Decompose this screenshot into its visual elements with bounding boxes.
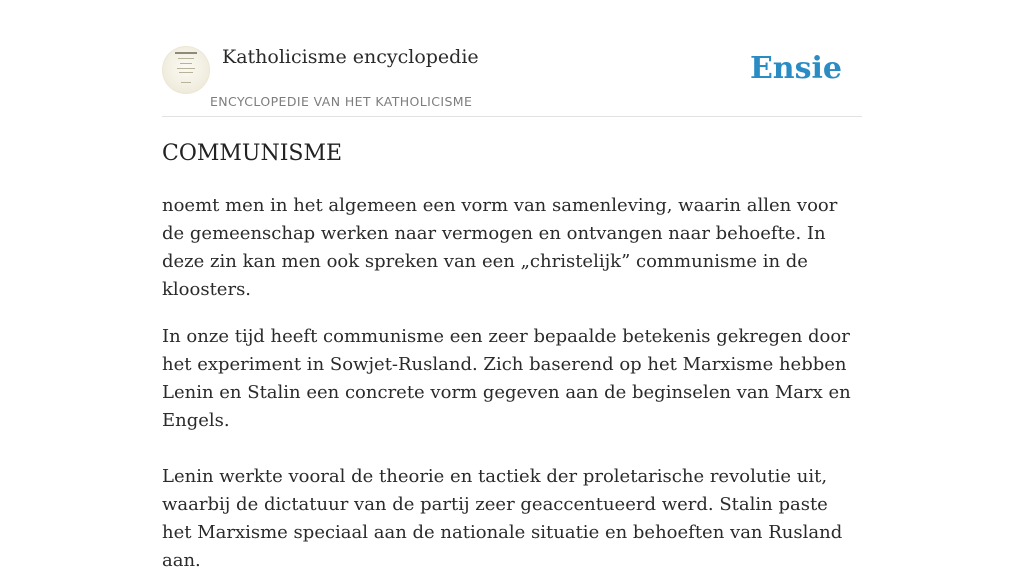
- cover-line: [180, 63, 192, 64]
- entry-body: [162, 192, 862, 575]
- cover-line: [178, 58, 194, 59]
- entry-paragraph: Lenin werkte vooral de theorie en tactiek der proletarische revolutie uit, waarbij de dictatuur van de partij zeer geaccentueerd werd. Stalin paste het Marxisme speciaal aan de nationale situatie en behoeften van Rusland aan.: [162, 466, 843, 571]
- site-header: [162, 44, 862, 117]
- book-cover-thumbnail[interactable]: [162, 46, 210, 94]
- encyclopedia-title-link[interactable]: Katholicisme encyclopedie: [222, 46, 479, 68]
- cover-line: [181, 82, 191, 83]
- ensie-logo-link[interactable]: Ensie: [749, 51, 842, 86]
- encyclopedia-subtitle: ENCYCLOPEDIE VAN HET KATHOLICISME: [210, 94, 473, 109]
- cover-line: [175, 52, 197, 54]
- entry-paragraph: noemt men in het algemeen een vorm van samenleving, waarin allen voor de gemeenschap werken naar vermogen en ontvangen naar behoefte. In deze zin kan men ook spreken van een „christelijk” communisme in de kloosters.: [162, 195, 838, 300]
- cover-line: [179, 72, 193, 73]
- entry-paragraph: In onze tijd heeft communisme een zeer bepaalde betekenis gekregen door het experiment in Sowjet-Rusland. Zich baserend op het Marxisme hebben Lenin en Stalin een concrete vorm gegeven aan de beginselen van Marx en Engels.: [162, 326, 851, 431]
- cover-line: [177, 68, 195, 69]
- entry-title: COMMUNISME: [162, 141, 343, 166]
